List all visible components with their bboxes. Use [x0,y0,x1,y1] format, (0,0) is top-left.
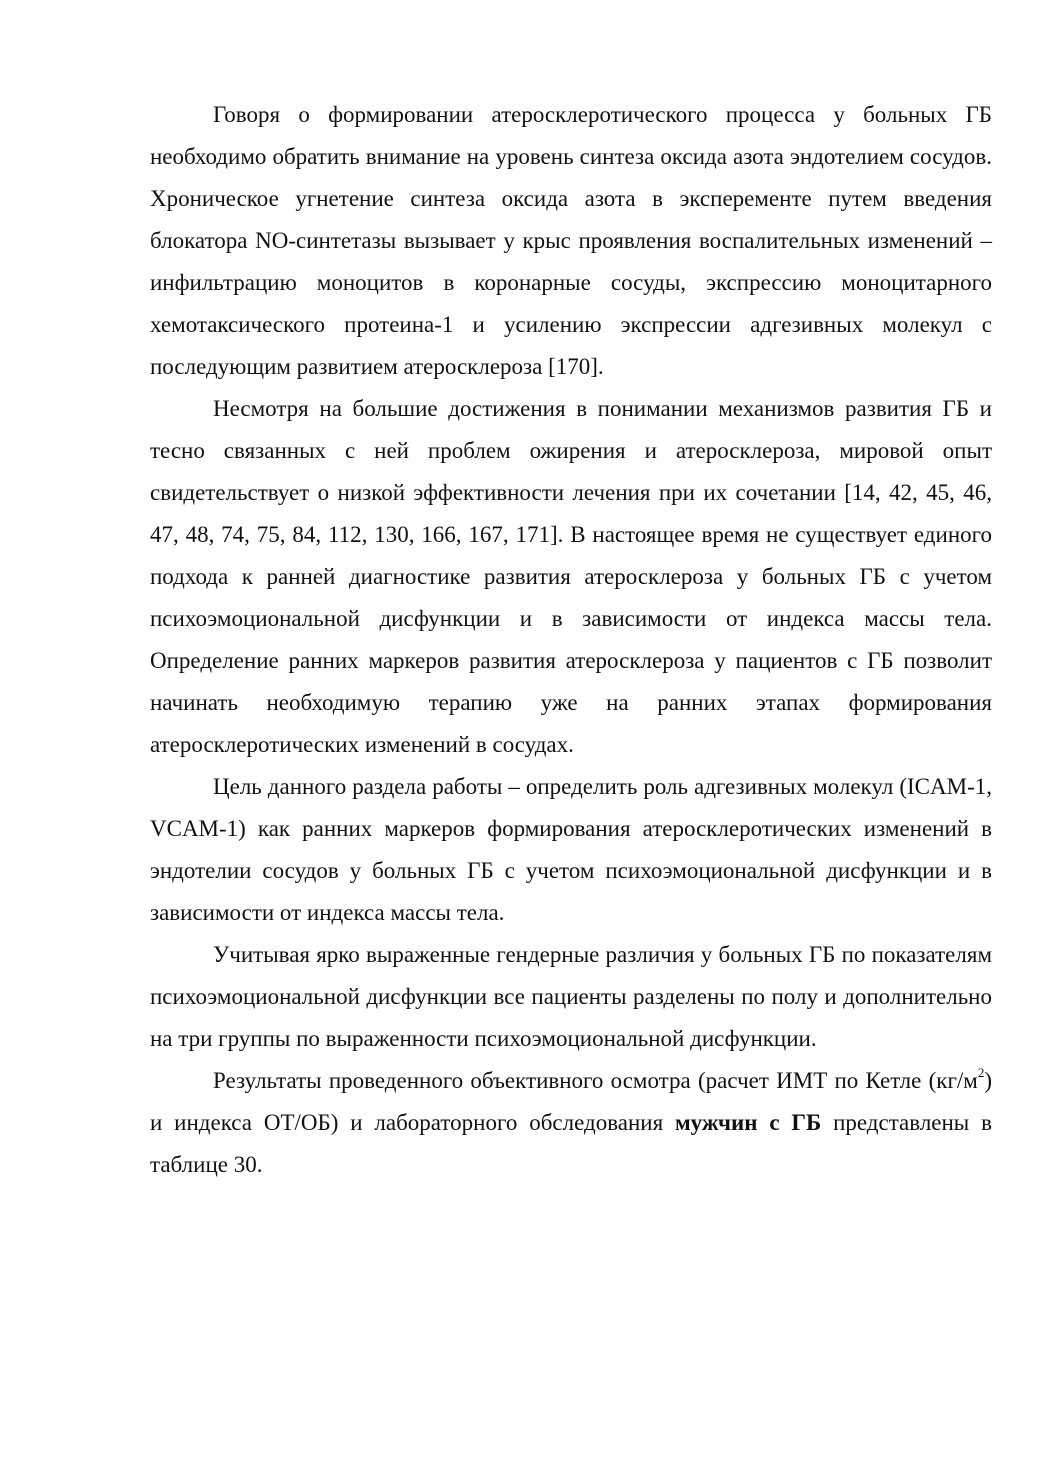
paragraph-1: Говоря о формировании атеросклеротического процесса у больных ГБ необходимо обратить внимание на уровень синтеза оксида азота эндотелием сосудов. Хроническое угнетение синтеза оксида азота в эксперементе путем введения блокатора NO-синтетазы вызывает у крыс проявления воспалительных изменений – инфильтрацию моноцитов в коронарные сосуды, экспрессию моноцитарного хемотаксического протеина-1 и усилению экспрессии адгезивных молекул с последующим развитием атеросклероза [170]. [150,102,992,379]
body-text [150,94,992,1186]
paragraph-2: Несмотря на большие достижения в понимании механизмов развития ГБ и тесно связанных с ней проблем ожирения и атеросклероза, мировой опыт свидетельствует о низкой эффективности лечения при их сочетании [14, 42, 45, 46, 47, 48, 74, 75, 84, 112, 130, 166, 167, 171]. В настоящее время не существует единого подхода к ранней диагностике развития атеросклероза у больных ГБ с учетом психоэмоциональной дисфункции и в зависимости от индекса массы тела. Определение ранних маркеров развития атеросклероза у пациентов с ГБ позволит начинать необходимую терапию уже на ранних этапах формирования атеросклеротических изменений в сосудах. [150,396,992,757]
paragraph-4: Учитывая ярко выраженные гендерные различия у больных ГБ по показателям психоэмоциональной дисфункции все пациенты разделены по полу и дополнительно на три группы по выраженности психоэмоциональной дисфункции. [150,942,992,1051]
superscript-two: 2 [977,1065,985,1081]
paragraph-5-text-middle: ) и индекса ОТ/ОБ) и лабораторного обследования [150,1068,992,1135]
paragraph-5-text-end: представлены в таблице 30. [150,1110,992,1177]
bold-emphasis: мужчин с ГБ [675,1110,822,1135]
paragraph-5-text-start: Результаты проведенного объективного осмотра (расчет ИМТ по Кетле (кг/м [213,1068,978,1093]
paragraph-5 [150,1060,992,1186]
paragraph-3: Цель данного раздела работы – определить роль адгезивных молекул (ICAM-1, VCAM-1) как ранних маркеров формирования атеросклеротических изменений в эндотелии сосудов у больных ГБ с учетом психоэмоциональной дисфункции и в зависимости от индекса массы тела. [150,774,992,925]
